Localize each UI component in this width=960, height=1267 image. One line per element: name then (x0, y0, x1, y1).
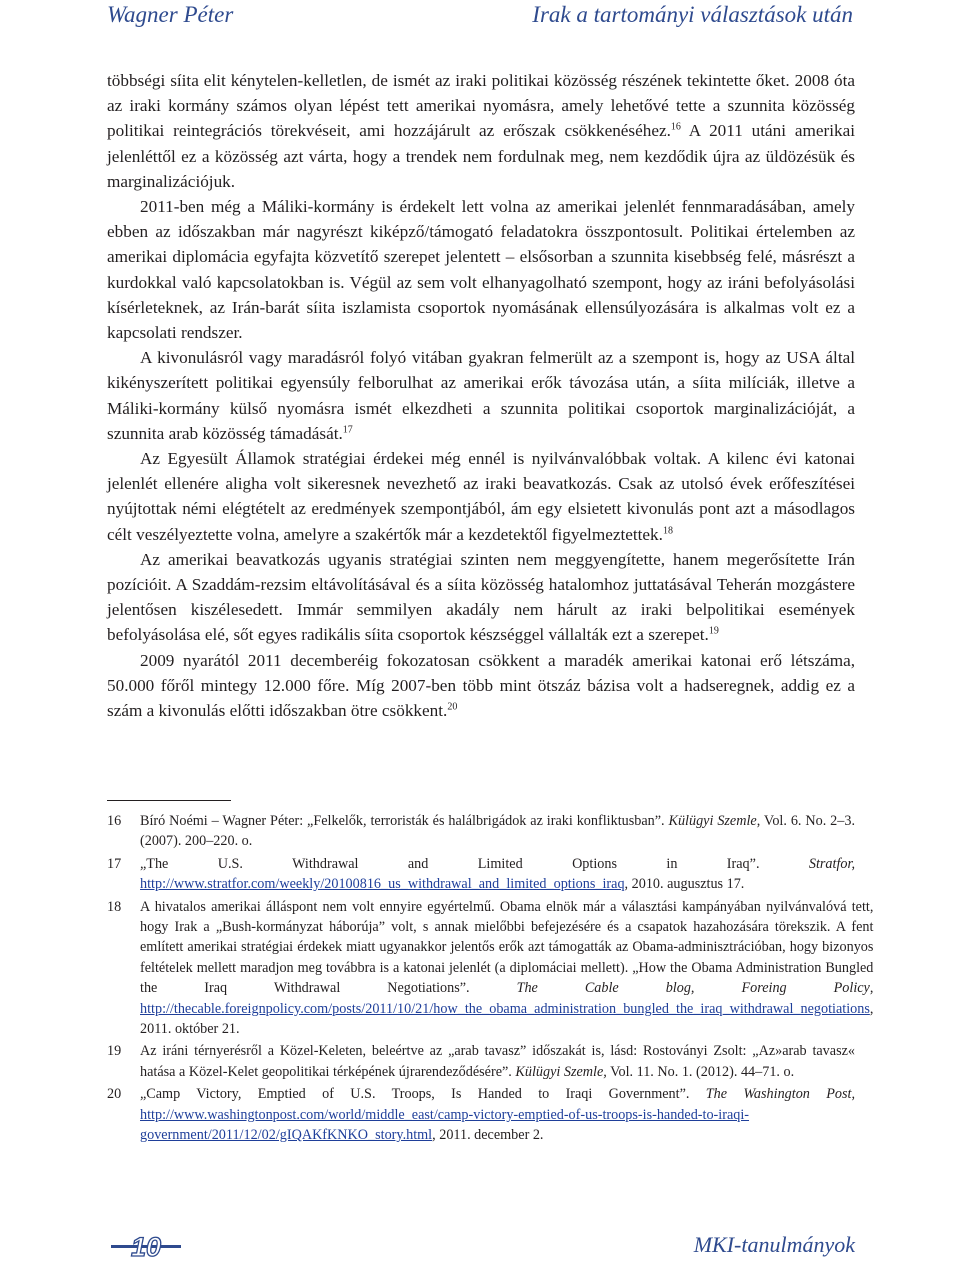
footnote-number: 18 (107, 898, 122, 915)
footnote-tail: , 2011. október 21. (140, 1000, 874, 1038)
footnote-separator (107, 800, 231, 801)
paragraph-2: 2011-ben még a Máliki-kormány is érdekelt lett volna az amerikai jelenlét fennmaradásában, amely ebben az időszakban már nagyrészt kiképző/támogató feladatokra összpontosult. Politikai értelemben az amerikai diplomácia egyfajta közvetítő szerepet jelentett – elsősorban a szunnita kisebbség felé, másrészt a kurdokkal való kapcsolatokban is. Végül az sem volt elhanyagolható szempont, hogy az iráni befolyásolási kísérleteknek, az Irán-barát síita iszlamista csoportok nyomásának ellensúlyozására is alkalmas volt ez a kapcsolati rendszer. (107, 197, 855, 343)
paragraph-5-text: Az amerikai beavatkozás ugyanis stratégiai szinten nem meggyengítette, hanem megerősítette Irán pozícióit. A Szaddám-rezsim eltávolításával és a síita közösség hatalomhoz juttatásával Teherán mozgástere jelentősen kiszélesedett. Immár semmilyen akadály nem hárult az iraki belpolitikai események befolyásolása elé, sőt egyes radikális síita csoportok készséggel vállalták ezt a szerepet. (107, 549, 855, 645)
footnote-19 (107, 1041, 855, 1082)
footnote-journal: Külügyi Szemle, (515, 1063, 607, 1080)
footnote-tail: , 2011. december 2. (432, 1127, 544, 1144)
footnote-text (140, 854, 855, 895)
footnote-text: A hivatalos amerikai álláspont nem volt ennyire egyértelmű. Obama elnök már a választási kampányában nyilvánvalóvá tett, hogy Irak a „Bush-kormányzat háborúja” volt, s annak mielőbbi befejezésére és a csapatok hazahozására törekszik. A fent említett amerikai stratégiai érdekek miatt ugyanakkor jelentős erők azt támogatták az Obama-adminisztrációban, hogy bizonyos feltételek mellett maradjon meg továbbra is a katonai jelenlét (a diplomáciai mellett). „How the Obama Administration Bungled the Iraq Withdrawal Negotiations”. The Cable blog, Foreing Policy, http://thecable.foreignpolicy.com/posts/2011/10/21/how_the_obama_administration_bungled_the_iraq_withdrawal_negotiations, 2011. október 21. (140, 898, 874, 1038)
footnote-main-text: Bíró Noémi – Wagner Péter: „Felkelők, terroristák és halálbrigádok az iraki konfliktusban”. (140, 813, 669, 829)
footnote-ref-16[interactable]: 16 (670, 121, 681, 133)
footnote-20 (107, 1084, 855, 1145)
footnote-tail: , Vol. 6. No. 2–3. (2007). 200–220. o. (140, 813, 855, 850)
footnote-link[interactable]: http://www.washingtonpost.com/world/middle_east/camp-victory-emptied-of-us-troops-is-handed-to-iraqi-government/2011/12/02/gIQAKfKNKO_story.html (140, 1106, 750, 1144)
footnote-main-text: A hivatalos amerikai álláspont nem volt ennyire egyértelmű. Obama elnök már a választási kampányában nyilvánvalóvá tett, hogy Irak a „Bush-kormányzat háborúja” volt, s annak mielőbbi befejezésére és a csapatok hazahozására törekszik. A fent említett amerikai stratégiai érdekek miatt ugyanakkor jelentős erők azt támogatták az Obama-adminisztrációban, hogy bizonyos feltételek mellett maradjon meg továbbra is a katonai jelenlét (a diplomáciai mellett). „How the Obama Administration Bungled the Iraq Withdrawal Negotiations”. (140, 898, 874, 997)
publication-name: MKI-tanulmányok (693, 1232, 855, 1257)
footnote-ref-20[interactable]: 20 (447, 701, 458, 713)
paragraph-4 (107, 446, 855, 547)
body-text (107, 68, 855, 723)
paragraph-6 (107, 648, 855, 724)
footnote-17 (107, 854, 855, 895)
footnote-number: 17 (107, 855, 122, 872)
footnote-ref-19[interactable]: 19 (708, 625, 719, 637)
footnote-text (140, 1041, 855, 1082)
footnote-main-text: „Camp Victory, Emptied of U.S. Troops, Is Handed to Iraqi Government”. (140, 1086, 706, 1103)
footnote-main-text: „The U.S. Withdrawal and Limited Options in Iraq”. (140, 855, 809, 872)
page-footer (0, 1230, 960, 1267)
footnote-journal: The Cable blog, Foreing Policy (516, 980, 870, 997)
footnote-text (140, 811, 855, 852)
footnote-number: 16 (107, 813, 122, 829)
paragraph-6-text: 2009 nyarától 2011 decemberéig fokozatosan csökkent a maradék amerikai katonai erő létszáma, 50.000 főről mintegy 12.000 főre. Míg 2007-ben több mint ötszáz bázisa volt a hadseregnek, addig ez a szám a kivonulás előtti időszakban ötre csökkent. (107, 650, 855, 721)
paragraph-3-text: A kivonulásról vagy maradásról folyó vitában gyakran felmerült az a szempont is, hogy az USA által kikényszerített politikai egyensúly felborulhat az amerikai erők távozása után, a síita milíciák, illetve a Máliki-kormány külső nyomásra ismét elkezdheti a szunnita politikai csoportok marginalizációját, a szunnita arab közösség támadását. (107, 348, 855, 443)
paragraph-1-text-a: többségi síita elit kénytelen-kelletlen, de ismét az iraki politikai közösség részének tekintette őket. 2008 óta az iraki kormány számos olyan lépést tett amerikai nyomásra, amely lehetővé tette a szunnita közösség politikai reintegrációs törekvéseit, ami hozzájárult az erőszak csökkenéséhez. (107, 71, 855, 141)
footnote-journal: Külügyi Szemle (668, 813, 757, 829)
footnotes (107, 811, 874, 1148)
paragraph-4-text: Az Egyesült Államok stratégiai érdekei még ennél is nyilvánvalóbbak voltak. A kilenc évi katonai jelenlét ellenére aligha volt sikeresnek nevezhető az iraki beavatkozás. Csak az utolsó évek erőfeszítései nyújtottak némi elégtételt az eredmények szempontjából, ám egy elsietett kivonulás pont azt a másodlagos célt veszélyeztette volna, amelyre a szakértők már a kezdetektől figyelmeztettek. (107, 449, 855, 544)
page-number: 10 (107, 1230, 185, 1264)
footnote-link[interactable]: http://www.stratfor.com/weekly/20100816_us_withdrawal_and_limited_options_iraq (140, 876, 625, 893)
footnote-journal: The Washington Post, (705, 1086, 855, 1103)
footnote-tail: Vol. 11. No. 1. (2012). 44–71. o. (606, 1063, 795, 1080)
footnote-number: 19 (107, 1043, 122, 1060)
paragraph-5 (107, 547, 855, 648)
footnote-tail: , 2010. augusztus 17. (624, 876, 745, 893)
paragraph-1 (107, 68, 855, 194)
paragraph-1-text-b: A 2011 utáni amerikai jelenléttől ez a közösség azt várta, hogy a trendek nem fordulnak meg, nem kezdődik újra az üldözésük és marginalizációjuk. (107, 121, 855, 191)
paragraph-3 (107, 345, 855, 446)
footnote-journal: Stratfor, (808, 855, 855, 872)
header-title: Irak a tartományi választások után (532, 2, 853, 27)
header-author: Wagner Péter (107, 2, 234, 27)
footnote-main-text: Az iráni térnyerésről a Közel-Keleten, beleértve az „arab tavasz” időszakát is, lásd: Rostoványi Zsolt: „Az»arab tavasz« hatása a Közel-Kelet geopolitikai térképének újrarendeződésére”. (140, 1043, 855, 1080)
footnote-link[interactable]: http://thecable.foreignpolicy.com/posts/2011/10/21/how_the_obama_administration_bungled_the_iraq_withdrawal_negotiations (140, 1000, 870, 1017)
footnote-ref-18[interactable]: 18 (662, 524, 673, 536)
footnote-text (140, 1084, 855, 1145)
footnote-ref-17[interactable]: 17 (342, 424, 353, 436)
footnote-16 (107, 811, 855, 852)
footnote-18 (107, 897, 874, 1040)
footnote-number: 20 (107, 1086, 122, 1103)
running-header (0, 0, 960, 40)
